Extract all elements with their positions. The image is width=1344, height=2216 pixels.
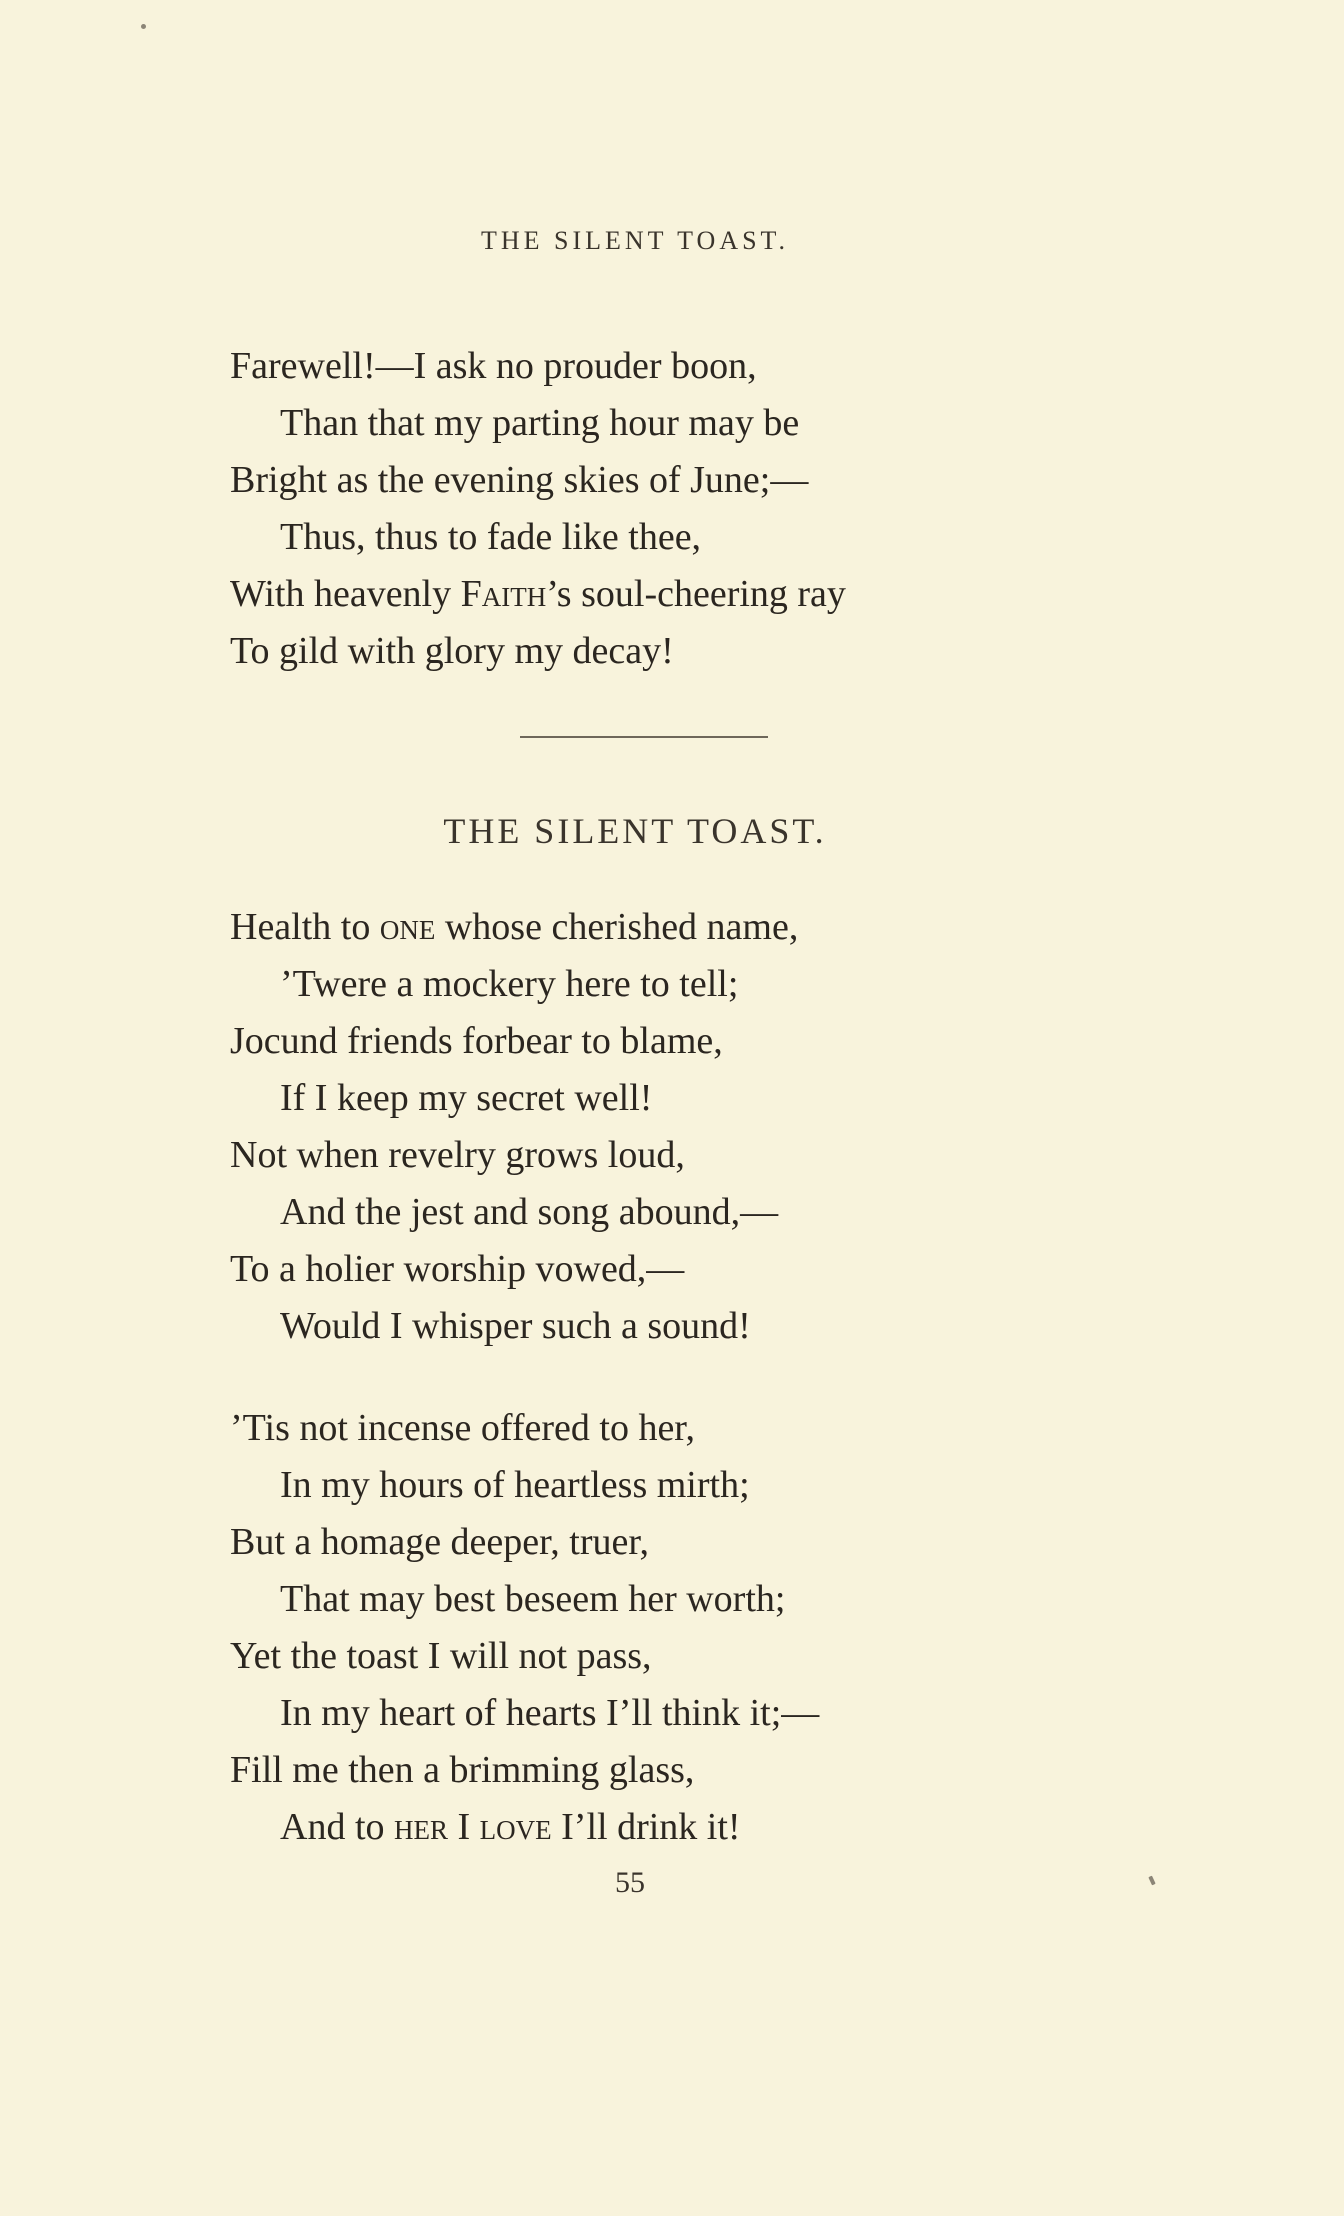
verse-line: If I keep my secret well! <box>280 1077 653 1119</box>
small-caps-word: her I love <box>394 1806 552 1848</box>
verse-line: To a holier worship vowed,— <box>230 1248 685 1290</box>
verse-line: Not when revelry grows loud, <box>230 1134 685 1176</box>
running-head: THE SILENT TOAST. <box>480 226 790 255</box>
page-number: 55 <box>615 1866 645 1899</box>
poem-title: THE SILENT TOAST. <box>443 811 827 851</box>
verse-line: Thus, thus to fade like thee, <box>280 516 702 558</box>
verse-fragment: I’ll drink it! <box>551 1806 741 1848</box>
verse-fragment: ’s soul-cheering ray <box>546 573 846 615</box>
verse-line: And the jest and song abound,— <box>280 1191 779 1233</box>
verse-fragment: whose cherished name, <box>435 906 799 948</box>
verse-line: Would I whisper such a sound! <box>280 1305 751 1347</box>
verse-line <box>230 566 846 623</box>
previous-poem-ending <box>230 338 846 680</box>
verse-line: In my heart of hearts I’ll think it;— <box>280 1692 820 1734</box>
verse-fragment: Health to <box>230 906 380 948</box>
stanza-1 <box>230 899 798 1355</box>
verse-line: Farewell!—I ask no prouder boon, <box>230 345 757 387</box>
paper-speck <box>141 24 146 29</box>
verse-line: Yet the toast I will not pass, <box>230 1635 652 1677</box>
verse-fragment: And to <box>280 1806 394 1848</box>
stanza-2 <box>230 1400 819 1856</box>
section-divider <box>520 736 768 738</box>
small-caps-word: one <box>379 906 436 948</box>
verse-line: In my hours of heartless mirth; <box>280 1464 750 1506</box>
verse-line: But a homage deeper, truer, <box>230 1521 650 1563</box>
paper-speck <box>1148 1876 1155 1886</box>
verse-line: ’Twere a mockery here to tell; <box>280 963 739 1005</box>
verse-line: Jocund friends forbear to blame, <box>230 1020 723 1062</box>
verse-fragment: With heavenly <box>230 573 461 615</box>
verse-line: To gild with glory my decay! <box>230 630 674 672</box>
small-caps-word: Faith <box>460 573 547 615</box>
verse-line: That may best beseem her worth; <box>280 1578 786 1620</box>
verse-line: ’Tis not incense offered to her, <box>230 1407 695 1449</box>
verse-line: Bright as the evening skies of June;— <box>230 459 809 501</box>
verse-line <box>230 1799 819 1856</box>
verse-line <box>230 899 798 956</box>
verse-line: Fill me then a brimming glass, <box>230 1749 695 1791</box>
verse-line: Than that my parting hour may be <box>280 402 800 444</box>
